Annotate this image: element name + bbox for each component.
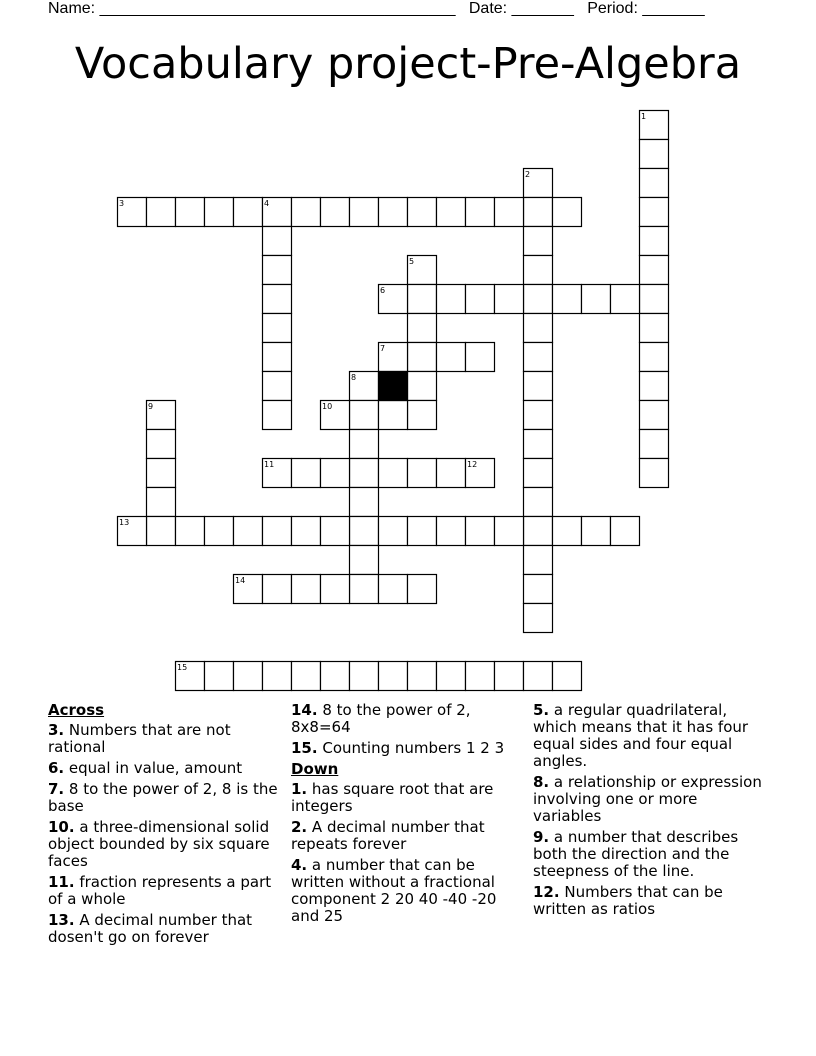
grid-cell[interactable] bbox=[524, 662, 553, 691]
grid-cell[interactable] bbox=[524, 372, 553, 401]
grid-cell[interactable] bbox=[263, 227, 292, 256]
grid-cell[interactable] bbox=[350, 430, 379, 459]
grid-cell[interactable] bbox=[640, 459, 669, 488]
clue-across-10: 10. a three-dimensional solid object bounded by six square faces bbox=[48, 818, 270, 870]
grid-cell[interactable] bbox=[263, 662, 292, 691]
grid-cell[interactable] bbox=[524, 198, 553, 227]
grid-cell[interactable] bbox=[524, 604, 553, 633]
grid-cell[interactable] bbox=[495, 662, 524, 691]
date-blank[interactable]: _______ bbox=[511, 0, 574, 17]
grid-cell[interactable] bbox=[582, 517, 611, 546]
cell-number: 2 bbox=[525, 170, 531, 179]
grid-cell[interactable] bbox=[466, 198, 495, 227]
grid-cell[interactable] bbox=[292, 575, 321, 604]
grid-cell[interactable] bbox=[263, 401, 292, 430]
grid-cell[interactable] bbox=[466, 343, 495, 372]
grid-cell[interactable] bbox=[466, 517, 495, 546]
cell-number: 3 bbox=[119, 199, 125, 208]
cell-number: 9 bbox=[148, 402, 154, 411]
grid-cell[interactable] bbox=[408, 343, 437, 372]
grid-cell[interactable] bbox=[524, 430, 553, 459]
grid-cell[interactable] bbox=[350, 198, 379, 227]
grid-cell[interactable] bbox=[437, 459, 466, 488]
grid-cell[interactable] bbox=[640, 314, 669, 343]
grid-cell[interactable] bbox=[379, 459, 408, 488]
grid-cell[interactable] bbox=[147, 430, 176, 459]
grid-cell[interactable] bbox=[524, 285, 553, 314]
grid-cell[interactable] bbox=[263, 314, 292, 343]
grid-cell[interactable] bbox=[437, 662, 466, 691]
grid-cell[interactable] bbox=[640, 198, 669, 227]
grid-cell[interactable] bbox=[176, 517, 205, 546]
grid-cell[interactable] bbox=[408, 198, 437, 227]
grid-cell[interactable] bbox=[553, 517, 582, 546]
grid-cell[interactable] bbox=[408, 459, 437, 488]
grid-cell[interactable] bbox=[553, 285, 582, 314]
grid-cell[interactable] bbox=[350, 401, 379, 430]
grid-cell[interactable] bbox=[524, 488, 553, 517]
clue-across-3: 3. Numbers that are not rational bbox=[48, 721, 231, 756]
grid-cell[interactable] bbox=[408, 372, 437, 401]
grid-cell[interactable] bbox=[321, 198, 350, 227]
grid-cell[interactable] bbox=[350, 662, 379, 691]
grid-cell[interactable] bbox=[524, 575, 553, 604]
grid-cell[interactable] bbox=[640, 401, 669, 430]
grid-cell[interactable] bbox=[408, 662, 437, 691]
grid-cell[interactable] bbox=[147, 198, 176, 227]
grid-cell[interactable] bbox=[379, 198, 408, 227]
cell-number: 5 bbox=[409, 257, 415, 266]
grid-cell[interactable] bbox=[350, 488, 379, 517]
clues-column-3 bbox=[533, 702, 768, 922]
grid-cell[interactable] bbox=[379, 517, 408, 546]
grid-cell[interactable] bbox=[292, 459, 321, 488]
grid-cell[interactable] bbox=[321, 517, 350, 546]
clues-column-1 bbox=[48, 702, 278, 950]
grid-cell[interactable] bbox=[321, 575, 350, 604]
grid-cell[interactable] bbox=[582, 285, 611, 314]
cell-number: 10 bbox=[322, 402, 333, 411]
grid-cell[interactable] bbox=[495, 198, 524, 227]
grid-cell[interactable] bbox=[205, 198, 234, 227]
clue-across-13: 13. A decimal number that dosen't go on forever bbox=[48, 911, 253, 946]
cell-number: 6 bbox=[380, 286, 386, 295]
clue-across-11: 11. fraction represents a part of a whole bbox=[48, 873, 272, 908]
grid-cell[interactable] bbox=[495, 285, 524, 314]
grid-cell[interactable] bbox=[466, 285, 495, 314]
grid-cell[interactable] bbox=[640, 140, 669, 169]
grid-cell[interactable] bbox=[553, 662, 582, 691]
grid-cell[interactable] bbox=[524, 459, 553, 488]
grid-cell[interactable] bbox=[263, 256, 292, 285]
grid-cell[interactable] bbox=[321, 459, 350, 488]
cell-number: 11 bbox=[264, 460, 275, 469]
grid-cell[interactable] bbox=[234, 662, 263, 691]
clue-across-6: 6. equal in value, amount bbox=[48, 759, 243, 777]
period-label: Period: bbox=[587, 0, 638, 17]
grid-cell[interactable] bbox=[640, 430, 669, 459]
grid-cell[interactable] bbox=[379, 662, 408, 691]
grid-cell[interactable] bbox=[234, 517, 263, 546]
grid-cell[interactable] bbox=[263, 285, 292, 314]
grid-cell[interactable] bbox=[263, 372, 292, 401]
cell-number: 4 bbox=[264, 199, 270, 208]
grid-cell[interactable] bbox=[292, 662, 321, 691]
grid-cell[interactable] bbox=[147, 517, 176, 546]
clue-down-8: 8. a relationship or expression involving one or more variables bbox=[533, 773, 762, 825]
cell-number: 8 bbox=[351, 373, 357, 382]
clue-down-9: 9. a number that describes both the direction and the steepness of the line. bbox=[533, 828, 739, 880]
date-label: Date: bbox=[468, 0, 508, 17]
clue-down-5: 5. a regular quadrilateral, which means that it has four equal sides and four equal angles. bbox=[533, 701, 749, 770]
grid-cell[interactable] bbox=[437, 285, 466, 314]
grid-cell[interactable] bbox=[408, 575, 437, 604]
grid-cell[interactable] bbox=[640, 227, 669, 256]
cell-number: 7 bbox=[380, 344, 386, 353]
grid-cell[interactable] bbox=[176, 198, 205, 227]
grid-cell[interactable] bbox=[263, 517, 292, 546]
grid-cell[interactable] bbox=[640, 285, 669, 314]
grid-cell[interactable] bbox=[263, 343, 292, 372]
grid-cell[interactable] bbox=[147, 488, 176, 517]
clue-down-4: 4. a number that can be written without a fractional component 2 20 40 -40 -20 and 25 bbox=[291, 856, 497, 925]
grid-cell[interactable] bbox=[379, 575, 408, 604]
grid-cell[interactable] bbox=[379, 401, 408, 430]
across-heading: Across bbox=[48, 701, 105, 719]
cell-number: 14 bbox=[235, 576, 246, 585]
grid-cell[interactable] bbox=[234, 198, 263, 227]
grid-cell[interactable] bbox=[408, 401, 437, 430]
grid-cell[interactable] bbox=[408, 285, 437, 314]
clues-column-2 bbox=[291, 702, 523, 929]
grid-cell[interactable] bbox=[263, 575, 292, 604]
down-heading: Down bbox=[291, 760, 339, 778]
grid-cell[interactable] bbox=[147, 459, 176, 488]
grid-cell[interactable] bbox=[321, 662, 350, 691]
name-label: Name: bbox=[48, 0, 96, 17]
grid-cell[interactable] bbox=[524, 343, 553, 372]
grid-cell[interactable] bbox=[350, 546, 379, 575]
clue-across-7: 7. 8 to the power of 2, 8 is the base bbox=[48, 780, 278, 815]
cell-number: 13 bbox=[119, 518, 130, 527]
grid-cell[interactable] bbox=[292, 198, 321, 227]
grid-cell[interactable] bbox=[524, 314, 553, 343]
clue-across-15: 15. Counting numbers 1 2 3 bbox=[291, 739, 505, 757]
blocked-cell bbox=[379, 372, 408, 401]
grid-cell[interactable] bbox=[408, 314, 437, 343]
clue-down-1: 1. has square root that are integers bbox=[291, 780, 494, 815]
cell-number: 1 bbox=[641, 112, 647, 121]
clue-down-2: 2. A decimal number that repeats forever bbox=[291, 818, 485, 853]
grid-cell[interactable] bbox=[466, 662, 495, 691]
grid-cell[interactable] bbox=[350, 517, 379, 546]
clue-down-12: 12. Numbers that can be written as ratios bbox=[533, 883, 723, 918]
grid-cell[interactable] bbox=[640, 256, 669, 285]
grid-cell[interactable] bbox=[437, 343, 466, 372]
grid-cell[interactable] bbox=[205, 517, 234, 546]
clue-across-14: 14. 8 to the power of 2, 8x8=64 bbox=[291, 701, 471, 736]
grid-cell[interactable] bbox=[553, 198, 582, 227]
grid-cell[interactable] bbox=[205, 662, 234, 691]
grid-cell[interactable] bbox=[524, 401, 553, 430]
grid-cell[interactable] bbox=[437, 198, 466, 227]
grid-cell[interactable] bbox=[611, 517, 640, 546]
grid-cell[interactable] bbox=[524, 227, 553, 256]
grid-cell[interactable] bbox=[611, 285, 640, 314]
grid-cell[interactable] bbox=[495, 517, 524, 546]
grid-cell[interactable] bbox=[640, 343, 669, 372]
name-blank[interactable]: ________________________________________ bbox=[99, 0, 456, 17]
grid-cell[interactable] bbox=[350, 459, 379, 488]
grid-cell[interactable] bbox=[640, 169, 669, 198]
period-blank[interactable]: _______ bbox=[642, 0, 705, 17]
grid-cell[interactable] bbox=[437, 517, 466, 546]
grid-cell[interactable] bbox=[292, 517, 321, 546]
cell-number: 15 bbox=[177, 663, 188, 672]
grid-cell[interactable] bbox=[350, 575, 379, 604]
grid-cell[interactable] bbox=[524, 517, 553, 546]
page-title: Vocabulary project-Pre-Algebra bbox=[74, 39, 742, 89]
grid-cell[interactable] bbox=[524, 256, 553, 285]
cell-number: 12 bbox=[467, 460, 478, 469]
grid-cell[interactable] bbox=[524, 546, 553, 575]
grid-cell[interactable] bbox=[408, 517, 437, 546]
grid-cell[interactable] bbox=[640, 372, 669, 401]
